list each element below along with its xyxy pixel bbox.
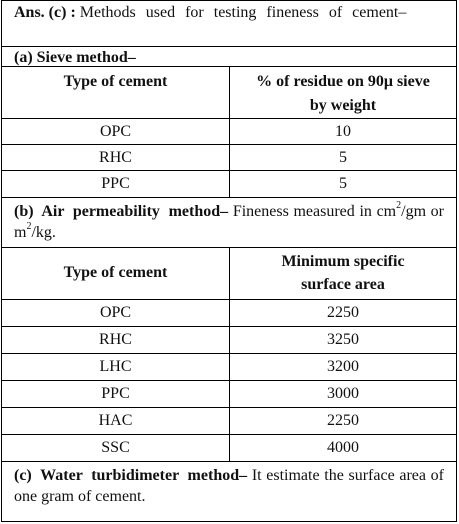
intro-paragraph [2, 1, 456, 46]
table-row [2, 145, 456, 171]
intro-text: Methods used for testing fineness of cement– [79, 4, 407, 21]
air-cell-type: PPC [2, 380, 230, 407]
air-sup-2: 2 [26, 221, 32, 233]
air-col-type-header: Type of cement [2, 247, 230, 299]
sieve-table [2, 66, 456, 197]
sieve-cell-value: 10 [230, 119, 457, 145]
sieve-col-residue-header: % of residue on 90μ sieve by weight [230, 67, 457, 119]
sieve-method-heading: (a) Sieve method– [14, 49, 136, 66]
table-row [2, 353, 456, 380]
sieve-col-type-header: Type of cement [2, 67, 230, 119]
air-cell-value: 2250 [230, 299, 457, 326]
air-text-mid: /gm or m [14, 202, 445, 241]
air-cell-type: RHC [2, 326, 230, 353]
air-cell-value: 3000 [230, 380, 457, 407]
air-cell-type: SSC [2, 434, 230, 461]
air-cell-type: OPC [2, 299, 230, 326]
answer-box [1, 0, 457, 522]
table-row [2, 434, 456, 461]
water-turbidimeter-heading: (c) Water turbidimeter method– [14, 467, 248, 484]
table-row [2, 326, 456, 353]
air-text-post: /kg. [31, 223, 56, 241]
air-permeability-heading: (b) Air permeability method– [14, 202, 229, 220]
sieve-cell-value: 5 [230, 145, 457, 171]
air-sup-1: 2 [396, 200, 402, 212]
air-cell-type: LHC [2, 353, 230, 380]
answer-label: Ans. (c) : [14, 4, 76, 21]
table-header-row [2, 247, 456, 299]
air-cell-value: 2250 [230, 407, 457, 434]
air-text-pre: Fineness measured in cm [232, 202, 397, 220]
air-cell-value: 3250 [230, 326, 457, 353]
table-header-row [2, 67, 456, 119]
water-text: It estimate the surface area of one gram of cement. [14, 467, 445, 505]
air-cell-value: 4000 [230, 434, 457, 461]
air-cell-type: HAC [2, 407, 230, 434]
water-turbidimeter-paragraph [2, 461, 456, 509]
air-cell-value: 3200 [230, 353, 457, 380]
table-row [2, 380, 456, 407]
sieve-cell-type: PPC [2, 171, 230, 197]
table-row [2, 171, 456, 197]
air-col-area-header: Minimum specific surface area [230, 247, 457, 299]
sieve-cell-type: RHC [2, 145, 230, 171]
air-permeability-paragraph [2, 197, 456, 247]
table-row [2, 299, 456, 326]
sieve-cell-type: OPC [2, 119, 230, 145]
air-permeability-table [2, 247, 456, 462]
table-row [2, 119, 456, 145]
sieve-cell-value: 5 [230, 171, 457, 197]
sieve-heading-row [2, 46, 456, 66]
table-row [2, 407, 456, 434]
